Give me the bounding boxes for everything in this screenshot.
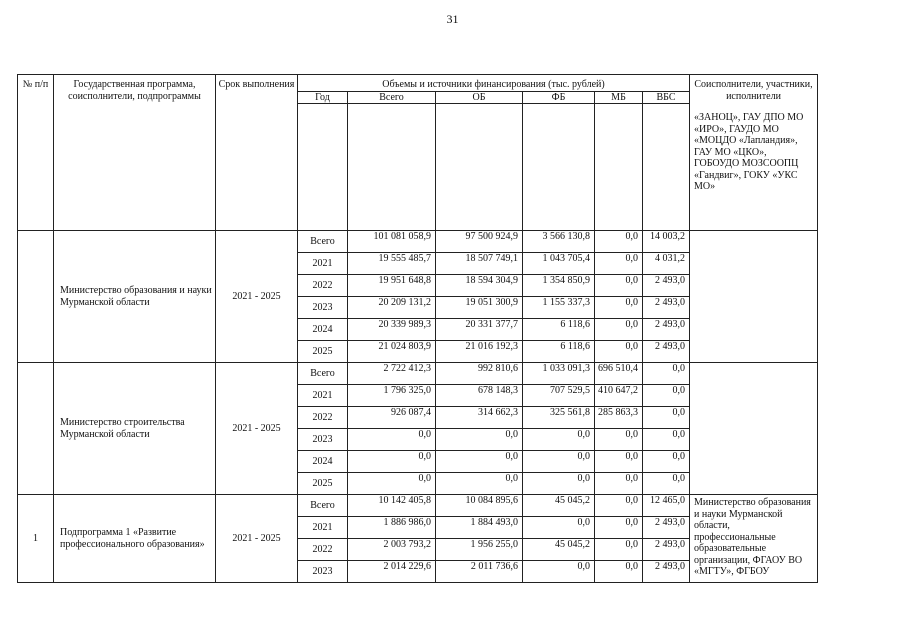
mb-cell: 410 647,2 [595, 385, 643, 407]
year-cell: 2022 [298, 275, 348, 297]
ob-cell: 2 011 736,6 [436, 561, 523, 583]
column-header-fb: ФБ [523, 91, 595, 104]
total-cell: 1 796 325,0 [348, 385, 436, 407]
mb-cell: 0,0 [595, 297, 643, 319]
fb-cell: 1 043 705,4 [523, 253, 595, 275]
vbs-cell: 0,0 [643, 451, 690, 473]
fb-cell: 6 118,6 [523, 341, 595, 363]
header-funding: Объемы и источники финансирования (тыс. рублей) [298, 75, 690, 92]
ob-cell: 1 884 493,0 [436, 517, 523, 539]
ob-cell: 1 956 255,0 [436, 539, 523, 561]
fb-cell: 45 045,2 [523, 539, 595, 561]
fb-cell: 1 354 850,9 [523, 275, 595, 297]
total-cell: 0,0 [348, 473, 436, 495]
column-header-mb: МБ [595, 91, 643, 104]
page-number: 31 [446, 12, 459, 26]
ob-cell: 0,0 [436, 473, 523, 495]
year-cell: 2025 [298, 473, 348, 495]
total-cell: 101 081 058,9 [348, 231, 436, 253]
column-header-year: Год [298, 91, 348, 104]
year-cell: Всего [298, 231, 348, 253]
fb-cell: 0,0 [523, 429, 595, 451]
fb-cell: 1 033 091,3 [523, 363, 595, 385]
year-cell: 2022 [298, 539, 348, 561]
fb-cell: 1 155 337,3 [523, 297, 595, 319]
section-index: 1 [18, 495, 54, 583]
mb-cell: 0,0 [595, 429, 643, 451]
vbs-cell: 0,0 [643, 363, 690, 385]
fb-cell: 45 045,2 [523, 495, 595, 517]
year-cell: 2022 [298, 407, 348, 429]
vbs-cell: 2 493,0 [643, 539, 690, 561]
total-cell: 20 209 131,2 [348, 297, 436, 319]
total-cell: 2 003 793,2 [348, 539, 436, 561]
section-index [18, 363, 54, 495]
column-header-ob: ОБ [436, 91, 523, 104]
table-row [18, 231, 818, 253]
fb-cell: 6 118,6 [523, 319, 595, 341]
term-period: 2021 - 2025 [216, 495, 298, 583]
executors-cell [690, 231, 818, 363]
vbs-cell: 4 031,2 [643, 253, 690, 275]
budget-table [17, 74, 818, 583]
table-row [18, 363, 818, 385]
total-cell: 2 014 229,6 [348, 561, 436, 583]
vbs-cell: 2 493,0 [643, 319, 690, 341]
vbs-cell: 0,0 [643, 407, 690, 429]
column-header-vbs: ВБС [643, 91, 690, 104]
fb-cell: 0,0 [523, 451, 595, 473]
header-executors: Соисполнители, участники, исполнители [694, 79, 813, 102]
total-cell: 0,0 [348, 451, 436, 473]
ob-cell: 18 594 304,9 [436, 275, 523, 297]
vbs-cell: 2 493,0 [643, 561, 690, 583]
vbs-cell: 14 003,2 [643, 231, 690, 253]
year-cell: 2024 [298, 451, 348, 473]
fb-cell: 0,0 [523, 473, 595, 495]
section-index [18, 231, 54, 363]
vbs-cell: 2 493,0 [643, 297, 690, 319]
total-cell: 2 722 412,3 [348, 363, 436, 385]
ob-cell: 0,0 [436, 429, 523, 451]
total-cell: 19 555 485,7 [348, 253, 436, 275]
executors-cell [690, 363, 818, 495]
header-term: Срок выполнения [216, 75, 298, 231]
vbs-cell: 2 493,0 [643, 275, 690, 297]
mb-cell: 696 510,4 [595, 363, 643, 385]
vbs-cell: 0,0 [643, 429, 690, 451]
term-period: 2021 - 2025 [216, 363, 298, 495]
fb-cell: 325 561,8 [523, 407, 595, 429]
total-cell: 20 339 989,3 [348, 319, 436, 341]
table-body [18, 231, 818, 583]
year-cell: 2021 [298, 517, 348, 539]
ob-cell: 314 662,3 [436, 407, 523, 429]
vbs-cell: 0,0 [643, 385, 690, 407]
ob-cell: 21 016 192,3 [436, 341, 523, 363]
ob-cell: 18 507 749,1 [436, 253, 523, 275]
total-cell: 0,0 [348, 429, 436, 451]
ob-cell: 10 084 895,6 [436, 495, 523, 517]
mb-cell: 0,0 [595, 517, 643, 539]
year-cell: 2025 [298, 341, 348, 363]
mb-cell: 0,0 [595, 253, 643, 275]
fb-cell: 0,0 [523, 561, 595, 583]
year-cell: 2023 [298, 297, 348, 319]
mb-cell: 0,0 [595, 473, 643, 495]
header-executors-cell [690, 75, 818, 231]
year-cell: Всего [298, 495, 348, 517]
mb-cell: 0,0 [595, 341, 643, 363]
mb-cell: 0,0 [595, 561, 643, 583]
mb-cell: 0,0 [595, 539, 643, 561]
ob-cell: 19 051 300,9 [436, 297, 523, 319]
fb-cell: 0,0 [523, 517, 595, 539]
total-cell: 10 142 405,8 [348, 495, 436, 517]
fb-cell: 707 529,5 [523, 385, 595, 407]
total-cell: 19 951 648,8 [348, 275, 436, 297]
total-cell: 926 087,4 [348, 407, 436, 429]
blank-cell [595, 104, 643, 231]
program-name: Министерство образования и науки Мурманской области [54, 231, 216, 363]
vbs-cell: 0,0 [643, 473, 690, 495]
ob-cell: 20 331 377,7 [436, 319, 523, 341]
vbs-cell: 2 493,0 [643, 517, 690, 539]
year-cell: Всего [298, 363, 348, 385]
year-cell: 2021 [298, 253, 348, 275]
mb-cell: 0,0 [595, 231, 643, 253]
year-cell: 2023 [298, 561, 348, 583]
year-cell: 2021 [298, 385, 348, 407]
ob-cell: 678 148,3 [436, 385, 523, 407]
blank-cell [298, 104, 348, 231]
blank-cell [348, 104, 436, 231]
executors-continuation: «ЗАНОЦ», ГАУ ДПО МО «ИРО», ГАУДО МО «МОЦДО «Лапландия», ГАУ МО «ЦКО», ГОБОУДО МОЗСООПЦ «Гандвиг», ГОКУ «УКС МО» [694, 112, 804, 192]
program-name: Министерство строительства Мурманской области [54, 363, 216, 495]
ob-cell: 992 810,6 [436, 363, 523, 385]
column-header-total: Всего [348, 91, 436, 104]
header-index: № п/п [18, 75, 54, 231]
mb-cell: 0,0 [595, 275, 643, 297]
mb-cell: 285 863,3 [595, 407, 643, 429]
ob-cell: 0,0 [436, 451, 523, 473]
year-cell: 2023 [298, 429, 348, 451]
header-program: Государственная программа, соисполнители, подпрограммы [54, 75, 216, 231]
mb-cell: 0,0 [595, 451, 643, 473]
blank-cell [523, 104, 595, 231]
vbs-cell: 12 465,0 [643, 495, 690, 517]
mb-cell: 0,0 [595, 495, 643, 517]
fb-cell: 3 566 130,8 [523, 231, 595, 253]
year-cell: 2024 [298, 319, 348, 341]
mb-cell: 0,0 [595, 319, 643, 341]
ob-cell: 97 500 924,9 [436, 231, 523, 253]
program-name: Подпрограмма 1 «Развитие профессионального образования» [54, 495, 216, 583]
total-cell: 1 886 986,0 [348, 517, 436, 539]
table-row [18, 495, 818, 517]
executors-cell: Министерство образования и науки Мурманской области, профессиональные образовательные организации, ФГАОУ ВО «МГТУ», ФГБОУ [690, 495, 818, 583]
total-cell: 21 024 803,9 [348, 341, 436, 363]
vbs-cell: 2 493,0 [643, 341, 690, 363]
blank-cell [436, 104, 523, 231]
blank-cell [643, 104, 690, 231]
term-period: 2021 - 2025 [216, 231, 298, 363]
